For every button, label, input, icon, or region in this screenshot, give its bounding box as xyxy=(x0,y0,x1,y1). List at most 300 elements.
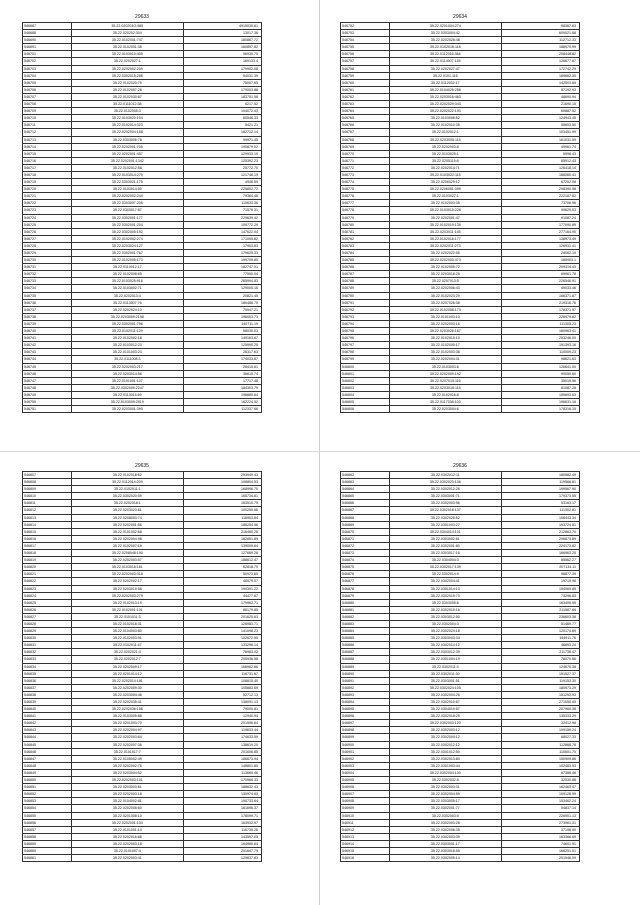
row-number-cell: 546878 xyxy=(341,585,390,592)
value-cell: 177090.89 xyxy=(502,221,580,228)
row-number-cell: 546722 xyxy=(23,200,72,207)
table-row xyxy=(341,278,580,285)
row-number-cell: 546719 xyxy=(23,179,72,186)
cadastral-number-cell: 35.22.0102008:173 xyxy=(389,306,502,313)
cadastral-number-cell: 35.22.0111012:38 xyxy=(71,101,184,108)
cadastral-number-cell: 35.22.0102005:173 xyxy=(71,257,184,264)
value-cell: 79000.81 xyxy=(184,706,262,713)
table-row xyxy=(341,606,580,613)
value-cell: 159693.63 xyxy=(502,391,580,398)
value-cell: 19719.98 xyxy=(502,578,580,585)
table-row xyxy=(23,557,262,564)
cadastral-number-cell: 35.22.0202003:101 xyxy=(71,777,184,784)
row-number-cell: 546824 xyxy=(23,592,72,599)
row-number-cell: 546758 xyxy=(341,65,390,72)
table-row xyxy=(341,493,580,500)
table-row xyxy=(23,606,262,613)
value-cell: 140711.19 xyxy=(184,320,262,327)
table-row xyxy=(23,628,262,635)
value-cell: 78070.86 xyxy=(502,656,580,663)
row-number-cell: 546688 xyxy=(23,30,72,37)
row-number-cell: 546913 xyxy=(341,833,390,840)
table-row xyxy=(341,356,580,363)
table-row xyxy=(23,493,262,500)
row-number-cell: 546789 xyxy=(341,285,390,292)
table-row xyxy=(23,812,262,819)
row-number-cell: 546708 xyxy=(23,101,72,108)
row-number-cell: 546754 xyxy=(341,37,390,44)
row-number-cell: 546718 xyxy=(23,171,72,178)
value-cell: 79947.21 xyxy=(184,306,262,313)
table-row xyxy=(341,363,580,370)
cadastral-number-cell: 35.22.0302015:286 xyxy=(71,72,184,79)
row-number-cell: 546742 xyxy=(23,342,72,349)
cadastral-number-cell: 35.22.0302018:137 xyxy=(389,507,502,514)
row-number-cell: 546734 xyxy=(23,285,72,292)
value-cell: 226546.91 xyxy=(502,278,580,285)
value-cell: 184303.79 xyxy=(184,384,262,391)
table-row xyxy=(341,699,580,706)
table-row xyxy=(341,86,580,93)
table-row xyxy=(341,826,580,833)
row-number-cell: 546801 xyxy=(341,370,390,377)
row-number-cell: 546869 xyxy=(341,521,390,528)
table-row xyxy=(23,93,262,100)
cadastral-number-cell: 35.22.0203019:56 xyxy=(71,585,184,592)
sheet-29636 xyxy=(340,462,580,862)
value-cell: 222187.82 xyxy=(502,193,580,200)
row-number-cell: 546855 xyxy=(23,812,72,819)
cadastral-number-cell: 35.22.0302009:2247 xyxy=(71,384,184,391)
table-row xyxy=(23,847,262,854)
table-row xyxy=(341,777,580,784)
row-number-cell: 546898 xyxy=(341,727,390,734)
value-cell: 103451.99 xyxy=(502,129,580,136)
cadastral-number-cell: 35.22.0103012:23 xyxy=(71,342,184,349)
value-cell: 126983.71 xyxy=(184,620,262,627)
value-cell: 75007.65 xyxy=(184,79,262,86)
cadastral-number-cell: 35.22.0302019:73 xyxy=(389,592,502,599)
row-number-cell: 546800 xyxy=(341,363,390,370)
row-number-cell: 546891 xyxy=(341,677,390,684)
cadastral-number-cell: 35.22.0303006:78 xyxy=(71,136,184,143)
table-row xyxy=(341,762,580,769)
cadastral-number-cell: 35.22.0201014:12 xyxy=(71,670,184,677)
row-number-cell: 546831 xyxy=(23,642,72,649)
cadastral-number-cell: 35.22.0202011:273 xyxy=(389,242,502,249)
row-number-cell: 546849 xyxy=(23,769,72,776)
row-number-cell: 546739 xyxy=(23,320,72,327)
value-cell: 273961.31 xyxy=(502,819,580,826)
table-row xyxy=(23,313,262,320)
value-cell: 138091.13 xyxy=(184,699,262,706)
table-row xyxy=(23,684,262,691)
table-row xyxy=(23,235,262,242)
cadastral-number-cell: 35.22.0102011:129 xyxy=(71,328,184,335)
value-cell: 186254.56 xyxy=(184,521,262,528)
row-number-cell: 546709 xyxy=(23,108,72,115)
table-row xyxy=(23,642,262,649)
table-row xyxy=(341,557,580,564)
row-number-cell: 546876 xyxy=(341,571,390,578)
cadastral-number-cell: 35.22.0302003:39 xyxy=(389,833,502,840)
row-number-cell: 546911 xyxy=(341,819,390,826)
table-row xyxy=(23,207,262,214)
value-cell: 169133.4 xyxy=(184,58,262,65)
value-cell: 98877.39 xyxy=(502,571,580,578)
value-cell: 116953.84 xyxy=(184,514,262,521)
cadastral-number-cell: 35.22.0303001:51 xyxy=(389,677,502,684)
value-cell: 135333.29 xyxy=(502,713,580,720)
value-cell: 96930.75 xyxy=(184,51,262,58)
row-number-cell: 546896 xyxy=(341,713,390,720)
value-cell: 126677.87 xyxy=(502,58,580,65)
table-row xyxy=(23,115,262,122)
row-number-cell: 546882 xyxy=(341,613,390,620)
row-number-cell: 546773 xyxy=(341,171,390,178)
value-cell: 112712.33 xyxy=(502,37,580,44)
value-cell: 168251.01 xyxy=(502,847,580,854)
cadastral-number-cell: 35.22.0302001:177 xyxy=(71,214,184,221)
cadastral-number-cell: 35.22.0103014:50 xyxy=(71,186,184,193)
cadastral-number-cell: 35.22.0304014:101 xyxy=(389,528,502,535)
value-cell: 161696.37 xyxy=(184,805,262,812)
row-number-cell: 546792 xyxy=(341,306,390,313)
value-cell: 160963.41 xyxy=(502,328,580,335)
row-number-cell: 546914 xyxy=(341,840,390,847)
row-number-cell: 546747 xyxy=(23,377,72,384)
row-number-cell: 546818 xyxy=(23,550,72,557)
cadastral-number-cell: 35.22.0103016:161 xyxy=(71,564,184,571)
value-cell: 125990.25 xyxy=(184,342,262,349)
table-row xyxy=(23,285,262,292)
value-cell: 186673.94 xyxy=(184,755,262,762)
row-number-cell: 546743 xyxy=(23,349,72,356)
value-cell: 98621.63 xyxy=(502,356,580,363)
table-row xyxy=(23,571,262,578)
value-cell: 124670.38 xyxy=(502,663,580,670)
table-row xyxy=(341,342,580,349)
table-row xyxy=(341,122,580,129)
table-row xyxy=(23,798,262,805)
cadastral-number-cell: 35.22.0202006:43 xyxy=(389,285,502,292)
cadastral-number-cell: 35.22.0101002:68 xyxy=(71,528,184,535)
value-cell: 6217.52 xyxy=(184,101,262,108)
cadastral-number-cell: 35.22.0102057:26 xyxy=(71,86,184,93)
value-cell: 110009.23 xyxy=(502,349,580,356)
table-row xyxy=(23,784,262,791)
table-row xyxy=(341,44,580,51)
cadastral-number-cell: 35.22.0202003:217 xyxy=(71,363,184,370)
table-row xyxy=(341,179,580,186)
row-number-cell: 546857 xyxy=(23,826,72,833)
row-number-cell: 546853 xyxy=(23,798,72,805)
table-row xyxy=(341,51,580,58)
cadastral-number-cell: 35.22.0302026:52 xyxy=(389,514,502,521)
row-number-cell: 546720 xyxy=(23,186,72,193)
cadastral-number-cell: 35.22.0104002:81 xyxy=(71,798,184,805)
value-cell: 104072.43 xyxy=(184,108,262,115)
table-row xyxy=(341,741,580,748)
row-number-cell: 546866 xyxy=(341,500,390,507)
value-cell: 46979.07 xyxy=(184,578,262,585)
table-row xyxy=(341,264,580,271)
row-number-cell: 546756 xyxy=(341,51,390,58)
cadastral-number-cell: 35.22.0303001:17 xyxy=(389,840,502,847)
cadastral-number-cell: 35.22.0302005:14 xyxy=(389,855,502,862)
cadastral-number-cell: 35.22.0202004:31 xyxy=(389,356,502,363)
table-row xyxy=(341,599,580,606)
row-number-cell: 546765 xyxy=(341,115,390,122)
row-number-cell: 546870 xyxy=(341,528,390,535)
value-cell: 60546.33 xyxy=(184,115,262,122)
value-cell: 165734.81 xyxy=(184,493,262,500)
horizontal-page-divider xyxy=(0,451,640,452)
cadastral-number-cell: 35.22.0105002:49 xyxy=(71,755,184,762)
cadastral-number-cell: 35.22.0302003:5 xyxy=(389,812,502,819)
cadastral-number-cell: 35.22.0302004:26 xyxy=(389,691,502,698)
table-row xyxy=(23,741,262,748)
table-row xyxy=(341,628,580,635)
value-cell: 127689.28 xyxy=(184,550,262,557)
row-number-cell: 546805 xyxy=(341,398,390,405)
table-row xyxy=(341,79,580,86)
row-number-cell: 546903 xyxy=(341,762,390,769)
value-cell: 129933.19 xyxy=(184,150,262,157)
value-cell: 12940.94 xyxy=(184,713,262,720)
row-number-cell: 546812 xyxy=(23,507,72,514)
cadastral-number-cell: 35.22.0202001:104 xyxy=(71,819,184,826)
table-row xyxy=(341,542,580,549)
row-number-cell: 546868 xyxy=(341,514,390,521)
cadastral-number-cell: 35.22.0202036:158 xyxy=(71,706,184,713)
table-row xyxy=(23,37,262,44)
row-number-cell: 546735 xyxy=(23,292,72,299)
row-number-cell: 546909 xyxy=(341,805,390,812)
row-number-cell: 546863 xyxy=(341,479,390,486)
cadastral-number-cell: 35.22.0202003:18 xyxy=(71,791,184,798)
table-row xyxy=(23,507,262,514)
table-row xyxy=(23,805,262,812)
cadastral-number-cell: 35.22.0112014:209 xyxy=(71,479,184,486)
value-cell: 201625.63 xyxy=(184,613,262,620)
table-row xyxy=(341,769,580,776)
row-number-cell: 546817 xyxy=(23,542,72,549)
cadastral-number-cell: 35.22.0303017:16 xyxy=(389,550,502,557)
row-number-cell: 546837 xyxy=(23,684,72,691)
table-row xyxy=(23,101,262,108)
row-number-cell: 546728 xyxy=(23,242,72,249)
row-number-cell: 546889 xyxy=(341,663,390,670)
cadastral-number-cell: 35.22.0302010:67 xyxy=(389,699,502,706)
cadastral-number-cell: 35.22.0102018:62 xyxy=(71,472,184,479)
value-cell: 76983.02 xyxy=(184,649,262,656)
value-cell: 162224.52 xyxy=(184,398,262,405)
cadastral-number-cell: 35.22.0303004:42 xyxy=(389,30,502,37)
table-row xyxy=(23,214,262,221)
cadastral-number-cell: 35.22.0203014:58 xyxy=(71,370,184,377)
sheet-title: 29636 xyxy=(453,463,467,469)
value-cell: 102672.95 xyxy=(184,635,262,642)
value-cell: 174633.59 xyxy=(184,734,262,741)
sheet-29633 xyxy=(22,13,262,413)
cadastral-number-cell: 35.22.0203005:115 xyxy=(389,136,502,143)
cadastral-number-cell: 35.22.0103027:1 xyxy=(389,193,502,200)
value-cell: 180973.29 xyxy=(502,684,580,691)
cadastral-number-cell: 35.22.0102020:79 xyxy=(71,79,184,86)
cadastral-number-cell: 35.22.0102023:29 xyxy=(389,292,502,299)
row-number-cell: 546856 xyxy=(23,819,72,826)
cadastral-number-cell: 35.22.0102003:38 xyxy=(389,349,502,356)
table-row xyxy=(341,479,580,486)
cadastral-number-cell: 35.22.0202018:1 xyxy=(71,500,184,507)
row-number-cell: 546815 xyxy=(23,528,72,535)
cadastral-number-cell: 35.22.0203023:61 xyxy=(71,507,184,514)
table-row xyxy=(341,720,580,727)
value-cell: 85912.43 xyxy=(502,157,580,164)
value-cell: 25772.70 xyxy=(184,164,262,171)
value-cell: 79364.46 xyxy=(184,193,262,200)
row-number-cell: 546796 xyxy=(341,335,390,342)
row-number-cell: 546823 xyxy=(23,585,72,592)
cadastral-number-cell: 35.22.0102001:36 xyxy=(71,44,184,51)
value-cell: 199709.80 xyxy=(184,257,262,264)
cadastral-number-cell: 35.22.0303021:175 xyxy=(71,179,184,186)
row-number-cell: 546845 xyxy=(23,741,72,748)
row-number-cell: 546862 xyxy=(341,472,390,479)
cadastral-number-cell: 35.22.0208003:74 xyxy=(71,514,184,521)
table-row xyxy=(23,826,262,833)
cadastral-number-cell: 35.22.0202027:47 xyxy=(389,65,502,72)
table-row xyxy=(23,356,262,363)
table-row xyxy=(341,398,580,405)
value-cell: 102483.93 xyxy=(502,762,580,769)
table-row xyxy=(23,257,262,264)
value-cell: 179373.55 xyxy=(502,493,580,500)
cadastral-number-cell: 35.22.0117038:103 xyxy=(389,398,502,405)
row-number-cell: 546775 xyxy=(341,186,390,193)
row-number-cell: 546890 xyxy=(341,670,390,677)
row-number-cell: 546852 xyxy=(23,791,72,798)
value-cell: 87192.93 xyxy=(502,86,580,93)
table-row xyxy=(341,370,580,377)
value-cell: 99971.45 xyxy=(184,136,262,143)
table-row xyxy=(23,706,262,713)
cadastral-number-cell: 35.22.0207026:38 xyxy=(389,299,502,306)
cadastral-number-cell: 35.22.0202028:48 xyxy=(389,37,502,44)
cadastral-number-cell: 35.22.0202001:457 xyxy=(71,150,184,157)
cadastral-number-cell: 35.22.0302001:204 xyxy=(71,221,184,228)
cadastral-number-cell: 35.22.0102005:17 xyxy=(389,342,502,349)
table-row xyxy=(23,79,262,86)
row-number-cell: 546768 xyxy=(341,136,390,143)
cadastral-number-cell: 35.22.0202004:97 xyxy=(71,727,184,734)
value-cell: 172742.29 xyxy=(502,65,580,72)
table-row xyxy=(23,299,262,306)
table-row xyxy=(23,663,262,670)
value-cell: 62818.79 xyxy=(184,564,262,571)
row-number-cell: 546784 xyxy=(341,250,390,257)
table-row xyxy=(341,384,580,391)
value-cell: 166963.25 xyxy=(502,550,580,557)
cadastral-number-cell: 35.22.0202001:56 xyxy=(71,521,184,528)
row-number-cell: 546799 xyxy=(341,356,390,363)
value-cell: 32530.66 xyxy=(502,777,580,784)
value-cell: 201596.64 xyxy=(184,720,262,727)
row-number-cell: 546838 xyxy=(23,691,72,698)
cadastral-number-cell: 35.22.0202003:318 xyxy=(71,571,184,578)
cadastral-number-cell: 35.22.0202016:68 xyxy=(71,833,184,840)
value-cell: 143597.05 xyxy=(184,833,262,840)
table-row xyxy=(23,335,262,342)
cadastral-number-cell: 35.22.0102005:3 xyxy=(71,108,184,115)
value-cell: 49033.46 xyxy=(502,285,580,292)
row-number-cell: 546748 xyxy=(23,384,72,391)
row-number-cell: 546836 xyxy=(23,677,72,684)
row-number-cell: 546706 xyxy=(23,86,72,93)
value-cell: 148801.85 xyxy=(184,762,262,769)
cadastral-number-cell: 35.22.0207013:5 xyxy=(389,278,502,285)
cadastral-number-cell: 35.22.0113014:69 xyxy=(71,391,184,398)
row-number-cell: 546716 xyxy=(23,157,72,164)
table-row xyxy=(341,257,580,264)
cadastral-number-cell: 35.22.0302024:105 xyxy=(389,684,502,691)
cadastral-number-cell: 35.22.0102012:1 xyxy=(389,129,502,136)
row-number-cell: 546746 xyxy=(23,370,72,377)
table-row xyxy=(341,734,580,741)
row-number-cell: 546915 xyxy=(341,847,390,854)
table-row xyxy=(341,585,580,592)
cadastral-number-cell: 35.22.0304019:57 xyxy=(389,706,502,713)
cadastral-number-cell: 35.22.0114007:145 xyxy=(389,58,502,65)
cadastral-number-cell: 35.22.0303002:81 xyxy=(389,535,502,542)
table-row xyxy=(23,264,262,271)
table-row xyxy=(341,755,580,762)
table-row xyxy=(23,777,262,784)
table-row xyxy=(341,613,580,620)
table-row xyxy=(341,406,580,413)
cadastral-number-cell: 35.22.0302013:80 xyxy=(389,755,502,762)
cadastral-number-cell: 35.22.0202003:16 xyxy=(389,320,502,327)
cadastral-number-cell: 35.22.0102011:1 xyxy=(71,486,184,493)
cadastral-number-cell: 35.22.0203016:115 xyxy=(389,384,502,391)
row-number-cell: 546810 xyxy=(23,493,72,500)
cadastral-number-cell: 35.22.0203004:46 xyxy=(71,691,184,698)
row-number-cell: 546880 xyxy=(341,599,390,606)
cadastral-number-cell: 35.22.0302004:59 xyxy=(389,791,502,798)
table-row xyxy=(23,108,262,115)
table-row xyxy=(341,500,580,507)
cadastral-number-cell: 35.22.0203004:52 xyxy=(71,769,184,776)
value-cell: 17717.48 xyxy=(184,377,262,384)
value-cell: 53163.17 xyxy=(502,500,580,507)
table-row xyxy=(341,101,580,108)
cadastral-number-cell: 35.22.0202003:41 xyxy=(71,855,184,862)
cadastral-number-cell: 35.22.0302003:12 xyxy=(389,727,502,734)
value-cell: 121746.19 xyxy=(184,171,262,178)
value-cell: 160897.82 xyxy=(184,44,262,51)
row-number-cell: 546751 xyxy=(23,406,72,413)
row-number-cell: 546690 xyxy=(23,37,72,44)
row-number-cell: 546886 xyxy=(341,642,390,649)
row-number-cell: 546900 xyxy=(341,741,390,748)
value-cell: 208448.82 xyxy=(502,51,580,58)
value-cell: 169662.35 xyxy=(502,72,580,79)
cadastral-number-cell: 35.22.0301003:27 xyxy=(389,521,502,528)
table-row xyxy=(341,108,580,115)
cadastral-number-cell: 35.22.0101003:23 xyxy=(71,349,184,356)
value-cell: 154069.89 xyxy=(502,585,580,592)
